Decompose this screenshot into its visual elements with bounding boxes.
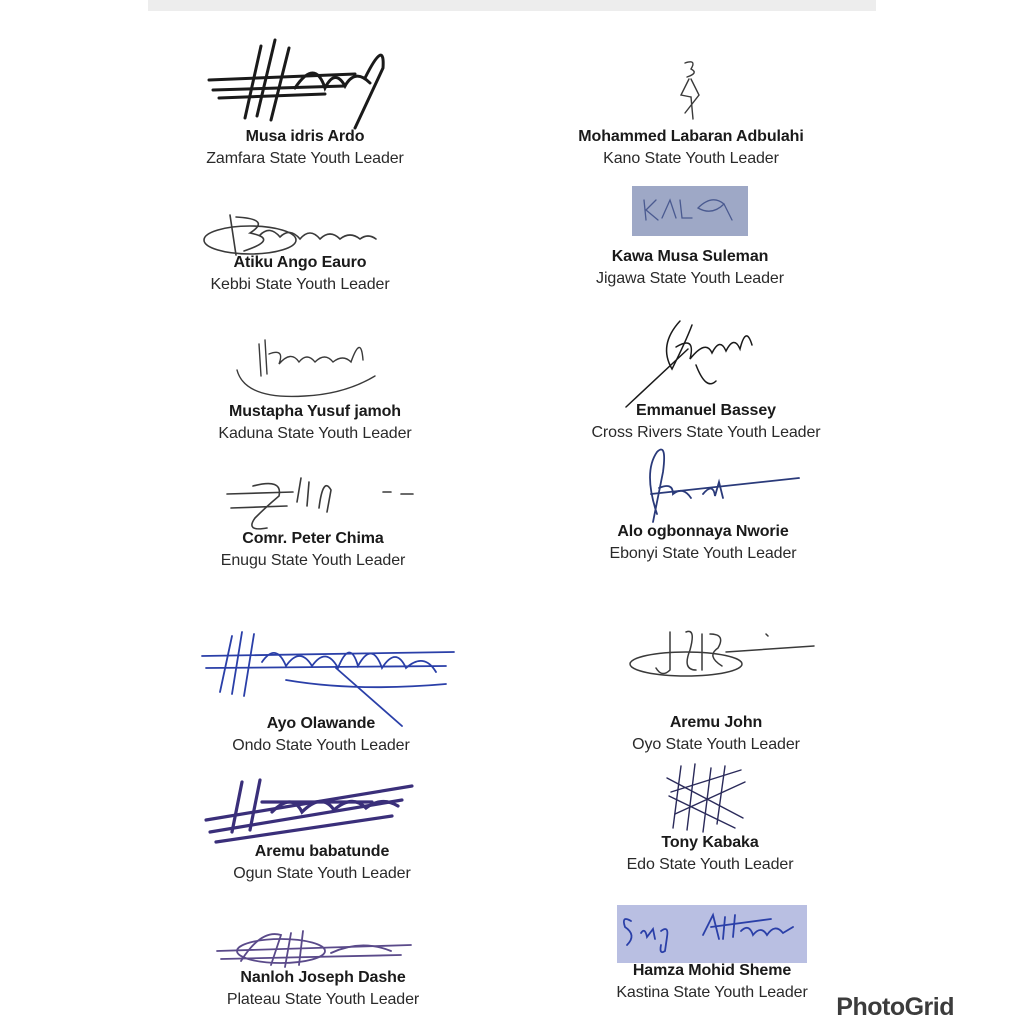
- signatory-name: Emmanuel Bassey: [636, 402, 776, 419]
- top-bar: [148, 0, 876, 11]
- signatory-role: Edo State Youth Leader: [626, 856, 794, 873]
- signatory-role: Kano State Youth Leader: [603, 150, 779, 167]
- signature-image: [225, 330, 385, 405]
- signatory-role: Jigawa State Youth Leader: [596, 270, 784, 287]
- signatory-role: Cross Rivers State Youth Leader: [591, 424, 821, 441]
- signatory-name: Comr. Peter Chima: [242, 530, 384, 547]
- signature-image: [205, 28, 405, 128]
- signature-image: [671, 55, 711, 125]
- signature-image: [617, 905, 807, 963]
- signature-image: [665, 762, 750, 834]
- signatory-role: Zamfara State Youth Leader: [206, 150, 404, 167]
- signature-image: [643, 442, 803, 527]
- signatory-role: Kastina State Youth Leader: [616, 984, 808, 1001]
- signatory-name: Kawa Musa Suleman: [611, 248, 769, 265]
- signatory-role: Oyo State Youth Leader: [632, 736, 800, 753]
- photogrid-watermark: PhotoGrid: [836, 993, 954, 1021]
- signatory-name: Alo ogbonnaya Nworie: [617, 523, 789, 540]
- signatory-name: Ayo Olawande: [266, 715, 376, 732]
- signature-image: [223, 472, 423, 537]
- signatory-role: Plateau State Youth Leader: [226, 991, 420, 1008]
- signature-image: [616, 315, 766, 410]
- signatory-role: Ebonyi State Youth Leader: [609, 545, 797, 562]
- signatory-role: Ondo State Youth Leader: [232, 737, 410, 754]
- signature-image: [202, 772, 427, 852]
- signatory-role: Kebbi State Youth Leader: [210, 276, 390, 293]
- signatory-role: Kaduna State Youth Leader: [218, 425, 412, 442]
- signature-image: [626, 620, 821, 690]
- signatory-name: Musa idris Ardo: [245, 128, 365, 145]
- signature-image: [632, 186, 748, 236]
- signatory-name: Mohammed Labaran Adbulahi: [578, 128, 804, 145]
- signatory-name: Aremu John: [669, 714, 763, 731]
- signatory-role: Enugu State Youth Leader: [220, 552, 406, 569]
- signatory-name: Nanloh Joseph Dashe: [240, 969, 406, 986]
- signatory-name: Tony Kabaka: [661, 834, 759, 851]
- signatory-name: Aremu babatunde: [254, 843, 390, 860]
- signatory-name: Hamza Mohid Sheme: [632, 962, 792, 979]
- signature-image: [211, 925, 421, 975]
- signatory-role: Ogun State Youth Leader: [233, 865, 411, 882]
- signatory-name: Atiku Ango Eauro: [233, 254, 367, 271]
- signatory-name: Mustapha Yusuf jamoh: [229, 403, 401, 420]
